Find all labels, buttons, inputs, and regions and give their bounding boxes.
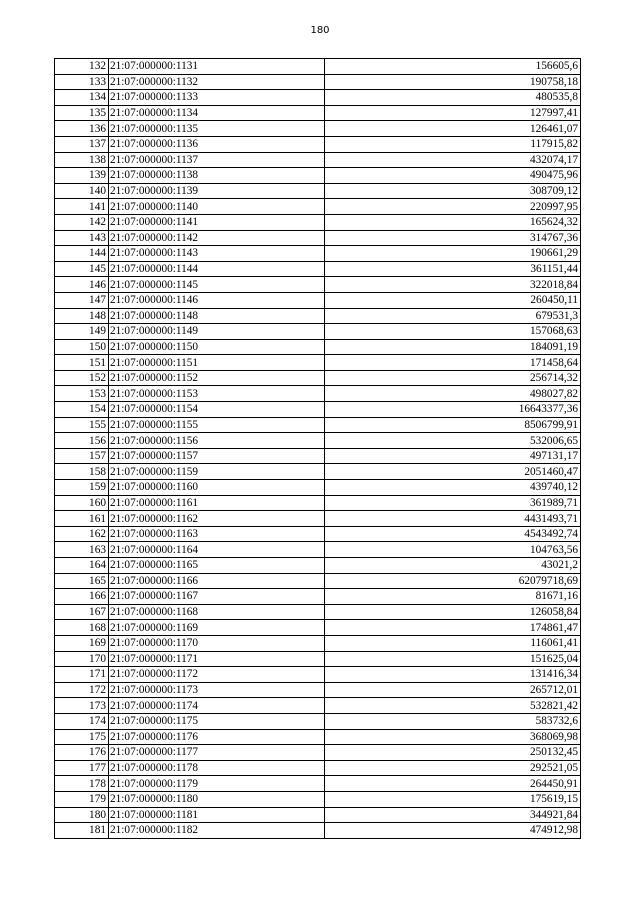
value-cell: 679531,3	[325, 308, 581, 324]
value-cell: 16643377,36	[325, 402, 581, 418]
value-cell: 308709,12	[325, 183, 581, 199]
row-number-cell: 174	[55, 713, 109, 729]
row-number-cell: 150	[55, 339, 109, 355]
cadastral-number-cell: 21:07:000000:1177	[109, 745, 325, 761]
value-cell: 4543492,74	[325, 526, 581, 542]
table-row	[55, 136, 581, 152]
cadastral-number-cell: 21:07:000000:1141	[109, 214, 325, 230]
value-cell: 126058,84	[325, 604, 581, 620]
table-row	[55, 713, 581, 729]
row-number-cell: 179	[55, 791, 109, 807]
value-cell: 322018,84	[325, 277, 581, 293]
table-row	[55, 105, 581, 121]
value-cell: 43021,2	[325, 558, 581, 574]
value-cell: 171458,64	[325, 355, 581, 371]
row-number-cell: 154	[55, 402, 109, 418]
row-number-cell: 149	[55, 324, 109, 340]
row-number-cell: 133	[55, 74, 109, 90]
row-number-cell: 175	[55, 729, 109, 745]
value-cell: 81671,16	[325, 589, 581, 605]
cadastral-number-cell: 21:07:000000:1174	[109, 698, 325, 714]
row-number-cell: 144	[55, 246, 109, 262]
row-number-cell: 148	[55, 308, 109, 324]
row-number-cell: 176	[55, 745, 109, 761]
row-number-cell: 156	[55, 433, 109, 449]
table-row	[55, 698, 581, 714]
table-row	[55, 729, 581, 745]
table-row	[55, 324, 581, 340]
value-cell: 265712,01	[325, 682, 581, 698]
cadastral-number-cell: 21:07:000000:1134	[109, 105, 325, 121]
cadastral-number-cell: 21:07:000000:1176	[109, 729, 325, 745]
table-row	[55, 214, 581, 230]
value-cell: 368069,98	[325, 729, 581, 745]
row-number-cell: 173	[55, 698, 109, 714]
value-cell: 490475,96	[325, 168, 581, 184]
cadastral-number-cell: 21:07:000000:1144	[109, 261, 325, 277]
row-number-cell: 168	[55, 620, 109, 636]
table-row	[55, 667, 581, 683]
table-row	[55, 495, 581, 511]
value-cell: 156605,6	[325, 59, 581, 75]
row-number-cell: 136	[55, 121, 109, 137]
table-row	[55, 760, 581, 776]
row-number-cell: 138	[55, 152, 109, 168]
row-number-cell: 159	[55, 480, 109, 496]
cadastral-number-cell: 21:07:000000:1181	[109, 807, 325, 823]
cadastral-value-table	[54, 58, 581, 839]
cadastral-number-cell: 21:07:000000:1131	[109, 59, 325, 75]
cadastral-number-cell: 21:07:000000:1182	[109, 823, 325, 839]
value-cell: 250132,45	[325, 745, 581, 761]
table-row	[55, 682, 581, 698]
cadastral-number-cell: 21:07:000000:1157	[109, 448, 325, 464]
cadastral-number-cell: 21:07:000000:1180	[109, 791, 325, 807]
row-number-cell: 146	[55, 277, 109, 293]
value-cell: 174861,47	[325, 620, 581, 636]
row-number-cell: 171	[55, 667, 109, 683]
value-cell: 157068,63	[325, 324, 581, 340]
row-number-cell: 164	[55, 558, 109, 574]
table-row	[55, 199, 581, 215]
row-number-cell: 155	[55, 417, 109, 433]
cadastral-number-cell: 21:07:000000:1171	[109, 651, 325, 667]
cadastral-number-cell: 21:07:000000:1165	[109, 558, 325, 574]
row-number-cell: 147	[55, 292, 109, 308]
value-cell: 131416,34	[325, 667, 581, 683]
table-row	[55, 261, 581, 277]
table-row	[55, 464, 581, 480]
table-row	[55, 339, 581, 355]
table-row	[55, 246, 581, 262]
table-row	[55, 511, 581, 527]
cadastral-number-cell: 21:07:000000:1164	[109, 542, 325, 558]
row-number-cell: 141	[55, 199, 109, 215]
row-number-cell: 152	[55, 370, 109, 386]
value-cell: 256714,32	[325, 370, 581, 386]
table-body	[55, 59, 581, 839]
cadastral-number-cell: 21:07:000000:1145	[109, 277, 325, 293]
table-row	[55, 589, 581, 605]
value-cell: 474912,98	[325, 823, 581, 839]
value-cell: 264450,91	[325, 776, 581, 792]
table-row	[55, 433, 581, 449]
table-row	[55, 604, 581, 620]
row-number-cell: 135	[55, 105, 109, 121]
cadastral-number-cell: 21:07:000000:1173	[109, 682, 325, 698]
cadastral-number-cell: 21:07:000000:1148	[109, 308, 325, 324]
cadastral-number-cell: 21:07:000000:1133	[109, 90, 325, 106]
table-row	[55, 635, 581, 651]
table-row	[55, 573, 581, 589]
value-cell: 62079718,69	[325, 573, 581, 589]
value-cell: 117915,82	[325, 136, 581, 152]
cadastral-number-cell: 21:07:000000:1156	[109, 433, 325, 449]
table-row	[55, 651, 581, 667]
table-row	[55, 823, 581, 839]
cadastral-number-cell: 21:07:000000:1143	[109, 246, 325, 262]
value-cell: 498027,82	[325, 386, 581, 402]
cadastral-number-cell: 21:07:000000:1162	[109, 511, 325, 527]
cadastral-number-cell: 21:07:000000:1151	[109, 355, 325, 371]
row-number-cell: 170	[55, 651, 109, 667]
value-cell: 190758,18	[325, 74, 581, 90]
value-cell: 361989,71	[325, 495, 581, 511]
table-row	[55, 807, 581, 823]
value-cell: 104763,56	[325, 542, 581, 558]
cadastral-number-cell: 21:07:000000:1179	[109, 776, 325, 792]
row-number-cell: 166	[55, 589, 109, 605]
cadastral-number-cell: 21:07:000000:1150	[109, 339, 325, 355]
cadastral-number-cell: 21:07:000000:1166	[109, 573, 325, 589]
row-number-cell: 139	[55, 168, 109, 184]
table-row	[55, 59, 581, 75]
value-cell: 184091,19	[325, 339, 581, 355]
value-cell: 344921,84	[325, 807, 581, 823]
value-cell: 220997,95	[325, 199, 581, 215]
table-row	[55, 745, 581, 761]
value-cell: 8506799,91	[325, 417, 581, 433]
value-cell: 190661,29	[325, 246, 581, 262]
row-number-cell: 143	[55, 230, 109, 246]
value-cell: 175619,15	[325, 791, 581, 807]
table-row	[55, 370, 581, 386]
cadastral-number-cell: 21:07:000000:1154	[109, 402, 325, 418]
cadastral-number-cell: 21:07:000000:1167	[109, 589, 325, 605]
table-row	[55, 542, 581, 558]
table-row	[55, 168, 581, 184]
cadastral-number-cell: 21:07:000000:1153	[109, 386, 325, 402]
table-row	[55, 183, 581, 199]
cadastral-number-cell: 21:07:000000:1155	[109, 417, 325, 433]
row-number-cell: 178	[55, 776, 109, 792]
cadastral-number-cell: 21:07:000000:1139	[109, 183, 325, 199]
row-number-cell: 157	[55, 448, 109, 464]
row-number-cell: 134	[55, 90, 109, 106]
table-row	[55, 402, 581, 418]
row-number-cell: 160	[55, 495, 109, 511]
table-row	[55, 776, 581, 792]
value-cell: 151625,04	[325, 651, 581, 667]
row-number-cell: 140	[55, 183, 109, 199]
row-number-cell: 180	[55, 807, 109, 823]
value-cell: 314767,36	[325, 230, 581, 246]
row-number-cell: 181	[55, 823, 109, 839]
row-number-cell: 137	[55, 136, 109, 152]
value-cell: 292521,05	[325, 760, 581, 776]
row-number-cell: 172	[55, 682, 109, 698]
value-cell: 532821,42	[325, 698, 581, 714]
row-number-cell: 161	[55, 511, 109, 527]
row-number-cell: 167	[55, 604, 109, 620]
row-number-cell: 142	[55, 214, 109, 230]
table-row	[55, 417, 581, 433]
table-row	[55, 308, 581, 324]
table-row	[55, 292, 581, 308]
cadastral-number-cell: 21:07:000000:1160	[109, 480, 325, 496]
cadastral-number-cell: 21:07:000000:1163	[109, 526, 325, 542]
cadastral-number-cell: 21:07:000000:1142	[109, 230, 325, 246]
table-row	[55, 526, 581, 542]
value-cell: 480535,8	[325, 90, 581, 106]
cadastral-number-cell: 21:07:000000:1135	[109, 121, 325, 137]
cadastral-number-cell: 21:07:000000:1136	[109, 136, 325, 152]
cadastral-number-cell: 21:07:000000:1132	[109, 74, 325, 90]
cadastral-number-cell: 21:07:000000:1172	[109, 667, 325, 683]
table-row	[55, 558, 581, 574]
page-number: 180	[310, 25, 330, 36]
row-number-cell: 177	[55, 760, 109, 776]
cadastral-number-cell: 21:07:000000:1138	[109, 168, 325, 184]
table-row	[55, 386, 581, 402]
cadastral-number-cell: 21:07:000000:1152	[109, 370, 325, 386]
value-cell: 127997,41	[325, 105, 581, 121]
row-number-cell: 162	[55, 526, 109, 542]
row-number-cell: 132	[55, 59, 109, 75]
cadastral-number-cell: 21:07:000000:1168	[109, 604, 325, 620]
value-cell: 116061,41	[325, 635, 581, 651]
table-row	[55, 230, 581, 246]
table-row	[55, 152, 581, 168]
value-cell: 165624,32	[325, 214, 581, 230]
value-cell: 361151,44	[325, 261, 581, 277]
cadastral-number-cell: 21:07:000000:1140	[109, 199, 325, 215]
cadastral-number-cell: 21:07:000000:1146	[109, 292, 325, 308]
cadastral-number-cell: 21:07:000000:1149	[109, 324, 325, 340]
cadastral-number-cell: 21:07:000000:1159	[109, 464, 325, 480]
value-cell: 432074,17	[325, 152, 581, 168]
row-number-cell: 153	[55, 386, 109, 402]
cadastral-number-cell: 21:07:000000:1178	[109, 760, 325, 776]
value-cell: 497131,17	[325, 448, 581, 464]
table-row	[55, 121, 581, 137]
row-number-cell: 163	[55, 542, 109, 558]
row-number-cell: 151	[55, 355, 109, 371]
cadastral-number-cell: 21:07:000000:1161	[109, 495, 325, 511]
table-row	[55, 620, 581, 636]
table-row	[55, 791, 581, 807]
value-cell: 260450,11	[325, 292, 581, 308]
row-number-cell: 169	[55, 635, 109, 651]
cadastral-number-cell: 21:07:000000:1137	[109, 152, 325, 168]
table-row	[55, 277, 581, 293]
table-row	[55, 355, 581, 371]
value-cell: 4431493,71	[325, 511, 581, 527]
cadastral-number-cell: 21:07:000000:1170	[109, 635, 325, 651]
value-cell: 439740,12	[325, 480, 581, 496]
cadastral-number-cell: 21:07:000000:1175	[109, 713, 325, 729]
row-number-cell: 165	[55, 573, 109, 589]
table-row	[55, 480, 581, 496]
table-row	[55, 74, 581, 90]
row-number-cell: 145	[55, 261, 109, 277]
value-cell: 126461,07	[325, 121, 581, 137]
value-cell: 532006,65	[325, 433, 581, 449]
value-cell: 583732,6	[325, 713, 581, 729]
table-row	[55, 448, 581, 464]
value-cell: 2051460,47	[325, 464, 581, 480]
table-row	[55, 90, 581, 106]
cadastral-number-cell: 21:07:000000:1169	[109, 620, 325, 636]
row-number-cell: 158	[55, 464, 109, 480]
